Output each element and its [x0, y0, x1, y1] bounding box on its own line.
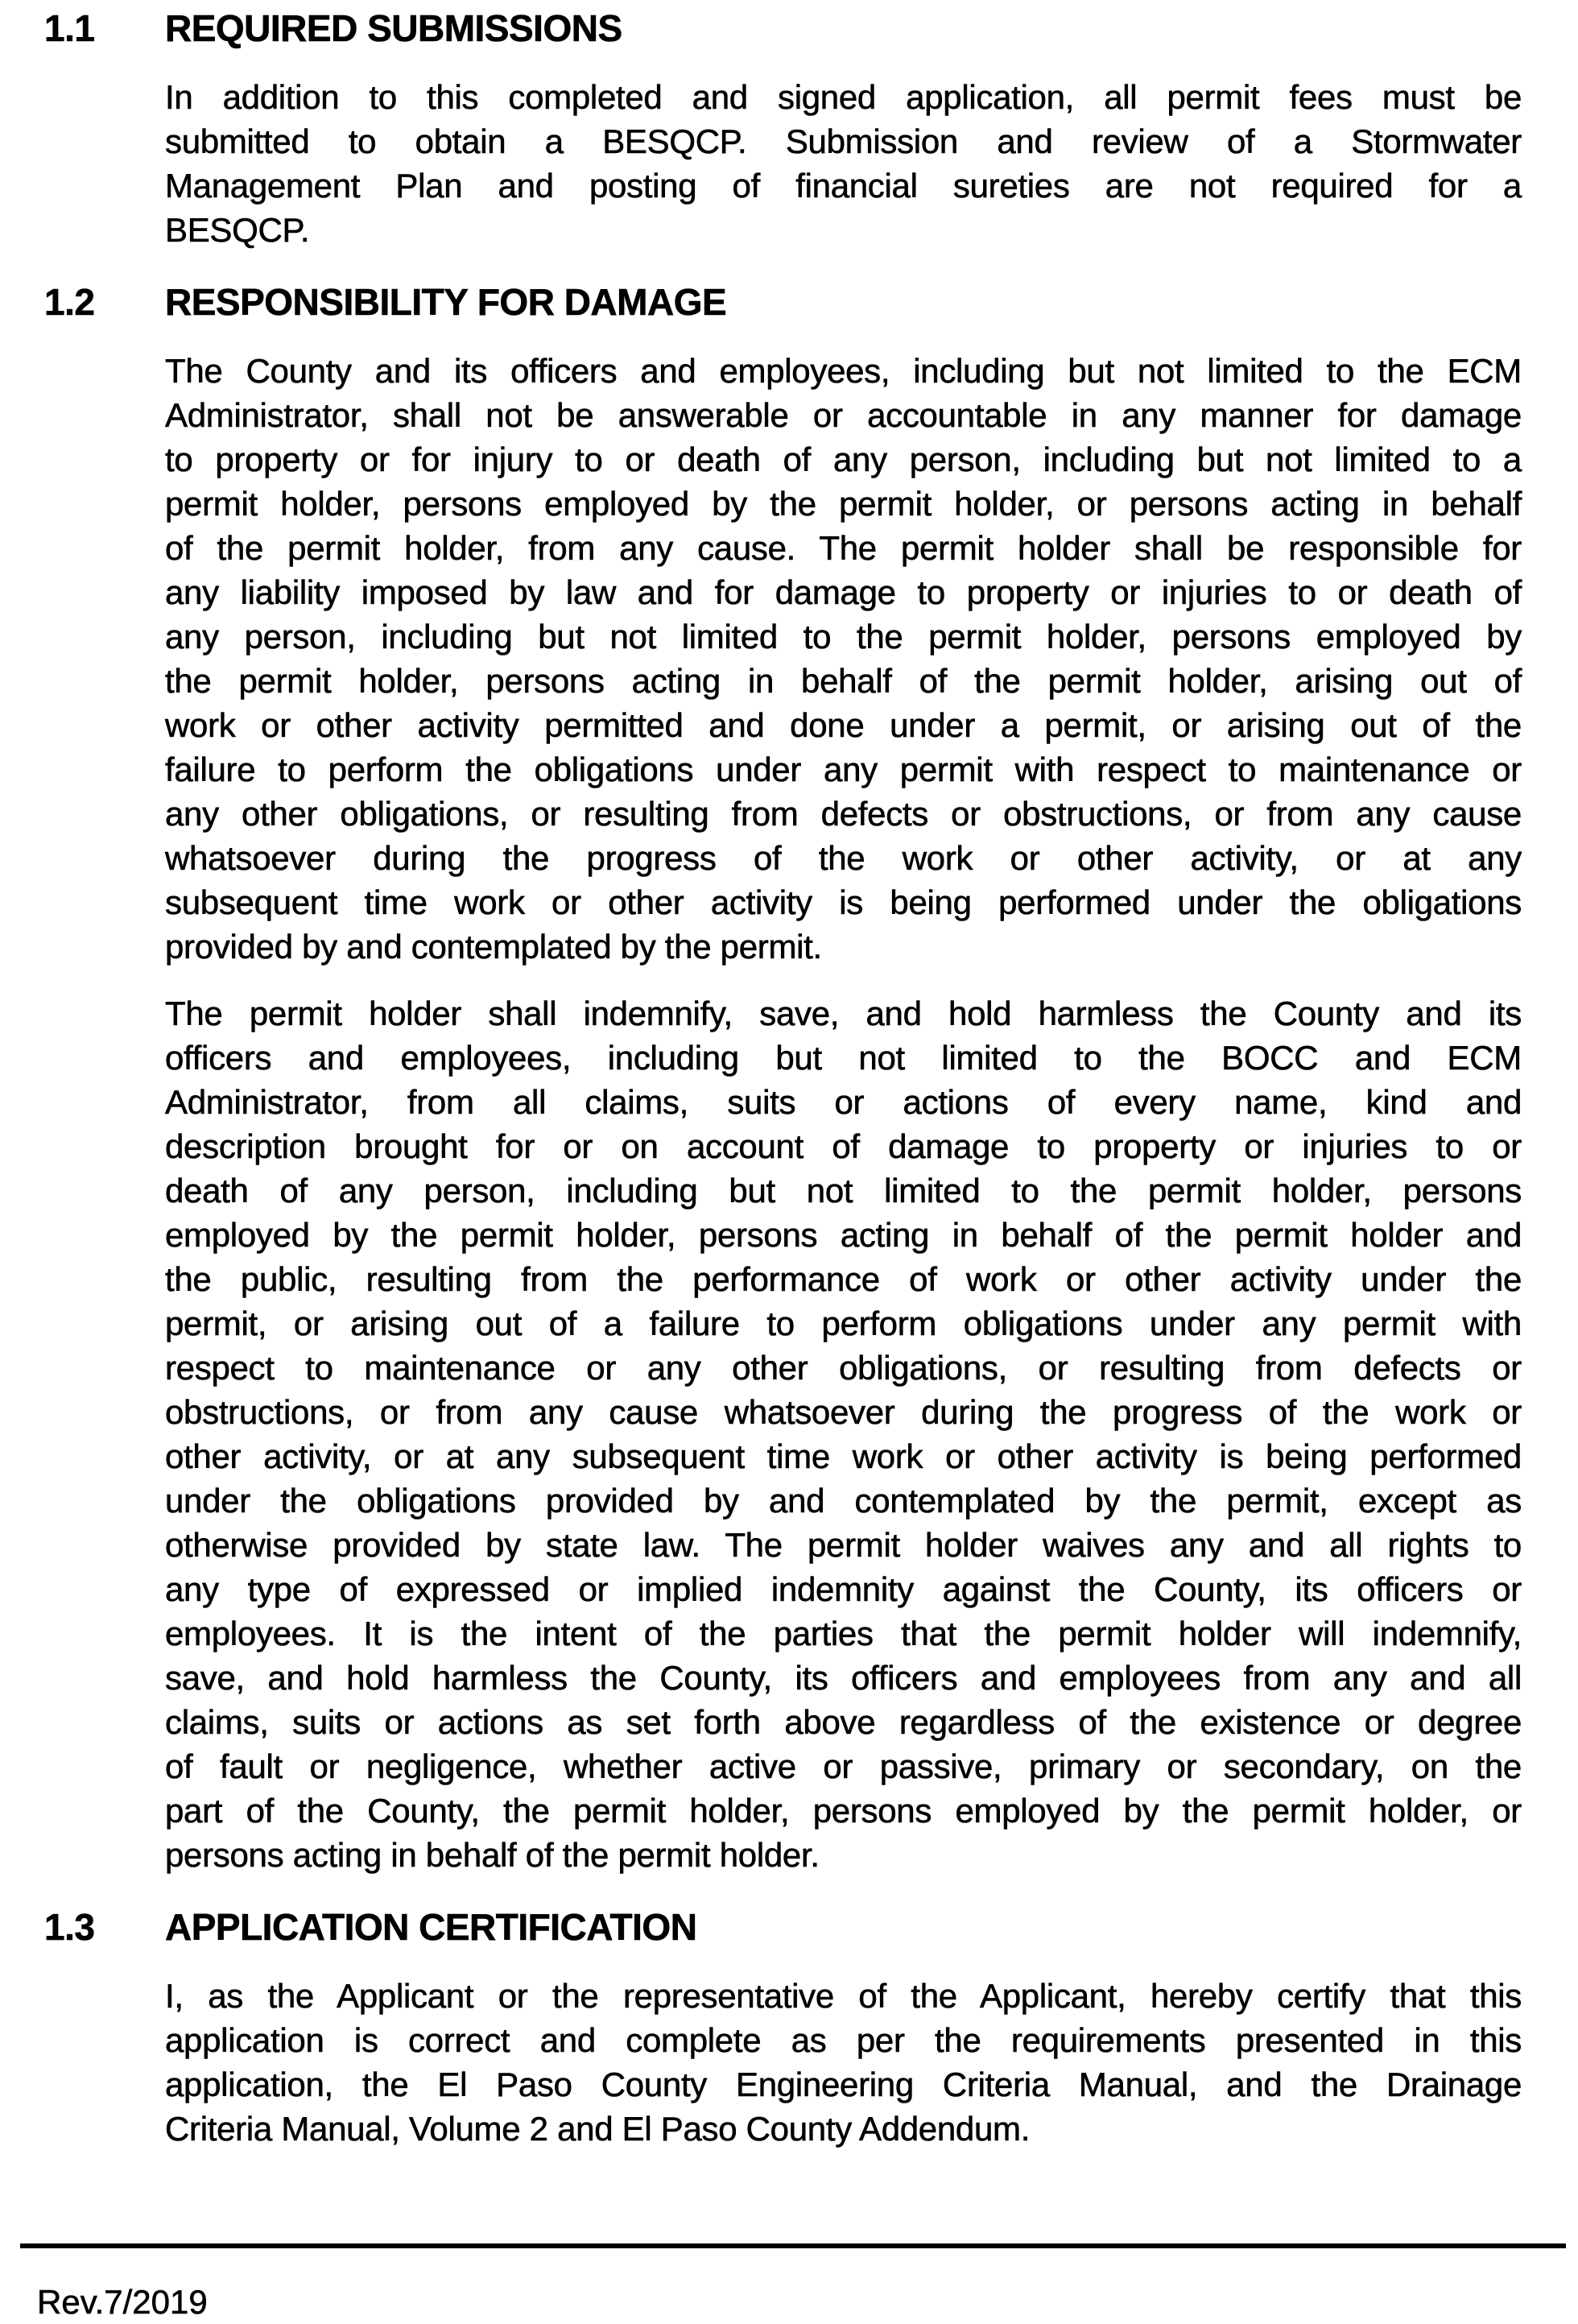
text-line: failure to perform the obligations under any permit with respect to maintenance or	[165, 751, 1522, 788]
text-line: The County and its officers and employees, including but not limited to the ECM	[165, 352, 1522, 390]
text-line: The permit holder shall indemnify, save, and hold harmless the County and its	[165, 995, 1522, 1032]
text-line: employed by the permit holder, persons acting in behalf of the permit holder and	[165, 1216, 1522, 1254]
text-line: any other obligations, or resulting from defects or obstructions, or from any cause	[165, 795, 1522, 833]
text-line: respect to maintenance or any other obligations, or resulting from defects or	[165, 1349, 1522, 1387]
text-line: submitted to obtain a BESQCP. Submission and review of a Stormwater	[165, 122, 1522, 160]
section-number: 1.1	[44, 7, 95, 49]
text-line: I, as the Applicant or the representative of the Applicant, hereby certify that this	[165, 1977, 1522, 2015]
text-line: of the permit holder, from any cause. The permit holder shall be responsible for	[165, 529, 1522, 567]
paragraph	[165, 75, 1522, 252]
text-line: persons acting in behalf of the permit holder.	[165, 1836, 820, 1874]
section-title: REQUIRED SUBMISSIONS	[165, 7, 622, 49]
paragraph	[165, 991, 1522, 1877]
text-line: Administrator, shall not be answerable or accountable in any manner for damage	[165, 396, 1522, 434]
text-line: death of any person, including but not limited to the permit holder, persons	[165, 1172, 1522, 1210]
section-heading	[0, 280, 1578, 325]
text-line: Management Plan and posting of financial sureties are not required for a	[165, 167, 1522, 205]
section-number: 1.3	[44, 1906, 95, 1948]
text-line: obstructions, or from any cause whatsoever during the progress of the work or	[165, 1393, 1522, 1431]
text-line: BESQCP.	[165, 211, 310, 249]
text-line: officers and employees, including but not limited to the BOCC and ECM	[165, 1039, 1522, 1077]
section-heading	[0, 1905, 1578, 1950]
footer-divider	[20, 2243, 1566, 2248]
text-line: description brought for or on account of damage to property or injuries to or	[165, 1127, 1522, 1165]
text-line: provided by and contemplated by the permit.	[165, 928, 822, 966]
paragraph	[165, 349, 1522, 969]
text-line: to property or for injury to or death of any person, including but not limited to a	[165, 440, 1522, 478]
section	[0, 280, 1578, 1877]
text-line: any type of expressed or implied indemnity against the County, its officers or	[165, 1570, 1522, 1608]
section	[0, 6, 1578, 252]
text-line: save, and hold harmless the County, its officers and employees from any and all	[165, 1659, 1522, 1697]
text-line: any liability imposed by law and for damage to property or injuries to or death of	[165, 573, 1522, 611]
text-line: subsequent time work or other activity is being performed under the obligations	[165, 883, 1522, 921]
text-line: other activity, or at any subsequent time work or other activity is being performed	[165, 1437, 1522, 1475]
revision-label: Rev.7/2019	[37, 2283, 208, 2321]
text-line: any person, including but not limited to the permit holder, persons employed by	[165, 618, 1522, 655]
text-line: part of the County, the permit holder, persons employed by the permit holder, or	[165, 1792, 1522, 1830]
text-line: otherwise provided by state law. The permit holder waives any and all rights to	[165, 1526, 1522, 1564]
text-line: permit holder, persons employed by the permit holder, or persons acting in behalf	[165, 485, 1522, 523]
text-line: under the obligations provided by and contemplated by the permit, except as	[165, 1482, 1522, 1520]
document-sections	[0, 6, 1578, 2151]
text-line: In addition to this completed and signed application, all permit fees must be	[165, 78, 1522, 116]
text-line: work or other activity permitted and done under a permit, or arising out of the	[165, 706, 1522, 744]
section-title: RESPONSIBILITY FOR DAMAGE	[165, 281, 727, 323]
section	[0, 1905, 1578, 2151]
text-line: application is correct and complete as per the requirements presented in this	[165, 2021, 1522, 2059]
text-line: of fault or negligence, whether active or passive, primary or secondary, on the	[165, 1747, 1522, 1785]
text-line: application, the El Paso County Engineering Criteria Manual, and the Drainage	[165, 2066, 1522, 2103]
text-line: permit, or arising out of a failure to perform obligations under any permit with	[165, 1305, 1522, 1342]
text-line: Criteria Manual, Volume 2 and El Paso County Addendum.	[165, 2110, 1031, 2148]
text-line: Administrator, from all claims, suits or actions of every name, kind and	[165, 1083, 1522, 1121]
section-number: 1.2	[44, 281, 95, 323]
section-title: APPLICATION CERTIFICATION	[165, 1906, 697, 1948]
paragraph	[165, 1974, 1522, 2151]
text-line: claims, suits or actions as set forth above regardless of the existence or degree	[165, 1703, 1522, 1741]
section-heading	[0, 6, 1578, 51]
text-line: whatsoever during the progress of the work or other activity, or at any	[165, 839, 1522, 877]
text-line: the permit holder, persons acting in behalf of the permit holder, arising out of	[165, 662, 1522, 700]
text-line: employees. It is the intent of the parties that the permit holder will indemnify,	[165, 1615, 1522, 1652]
text-line: the public, resulting from the performance of work or other activity under the	[165, 1260, 1522, 1298]
